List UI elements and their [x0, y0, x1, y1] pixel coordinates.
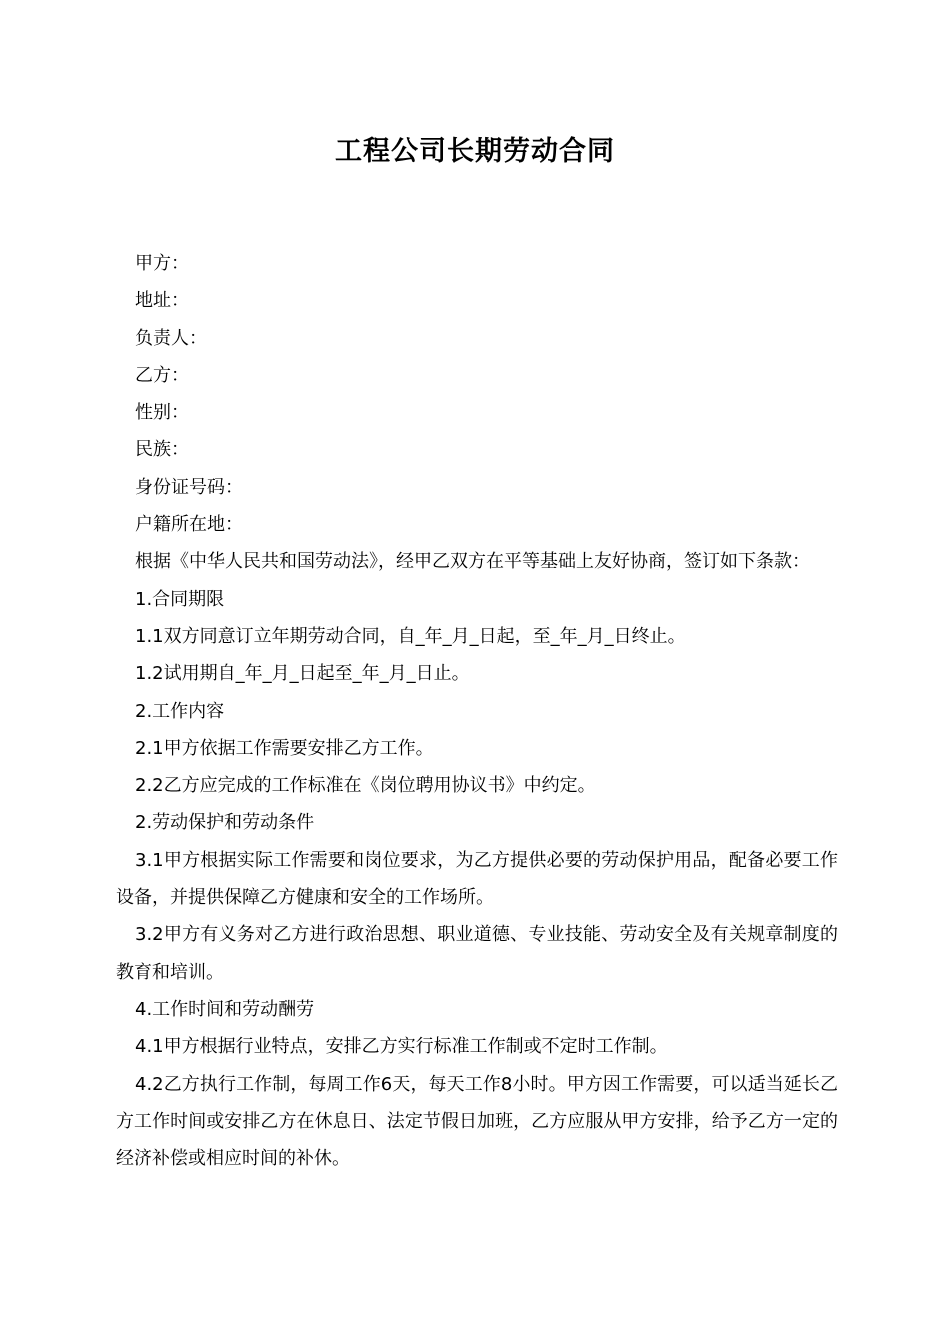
- clause-3-1: 3.1甲方根据实际工作需要和岗位要求，为乙方提供必要的劳动保护用品，配备必要工作设备，并提供保障乙方健康和安全的工作场所。: [116, 849, 838, 909]
- clause-4-2: 4.2乙方执行工作制，每周工作6天，每天工作8小时。甲方因工作需要，可以适当延长乙方工作时间或安排乙方在休息日、法定节假日加班，乙方应服从甲方安排，给予乙方一定的经济补偿或相应时间的补休。: [116, 1073, 838, 1170]
- section-heading-work-content: 2.工作内容: [135, 700, 225, 722]
- clause-4-1: 4.1甲方根据行业特点，安排乙方实行标准工作制或不定时工作制。: [135, 1036, 668, 1058]
- document-title: 工程公司长期劳动合同: [335, 136, 615, 167]
- field-ethnicity: 民族：: [135, 439, 189, 461]
- field-responsible-person: 负责人：: [135, 327, 207, 349]
- clause-1-2: 1.2试用期自_年_月_日起至_年_月_日止。: [135, 663, 470, 685]
- clause-1-1: 1.1双方同意订立年期劳动合同，自_年_月_日起，至_年_月_日终止。: [135, 625, 686, 647]
- section-heading-working-hours: 4.工作时间和劳动酬劳: [135, 998, 315, 1020]
- field-household-registration: 户籍所在地：: [135, 514, 243, 536]
- clause-2-1: 2.1甲方依据工作需要安排乙方工作。: [135, 737, 434, 759]
- field-gender: 性别：: [135, 402, 189, 424]
- section-heading-contract-term: 1.合同期限: [135, 588, 225, 610]
- field-address: 地址：: [135, 290, 189, 312]
- document-body: [116, 245, 838, 1177]
- clause-3-2: 3.2甲方有义务对乙方进行政治思想、职业道德、专业技能、劳动安全及有关规章制度的教育和培训。: [116, 924, 838, 983]
- field-party-a: 甲方：: [135, 253, 189, 274]
- section-heading-labor-protection: 2.劳动保护和劳动条件: [135, 812, 315, 834]
- preamble-paragraph: 根据《中华人民共和国劳动法》，经甲乙双方在平等基础上友好协商，签订如下条款：: [135, 551, 810, 573]
- field-party-b: 乙方：: [135, 364, 189, 386]
- field-id-number: 身份证号码：: [135, 476, 243, 498]
- clause-2-2: 2.2乙方应完成的工作标准在《岗位聘用协议书》中约定。: [135, 775, 596, 797]
